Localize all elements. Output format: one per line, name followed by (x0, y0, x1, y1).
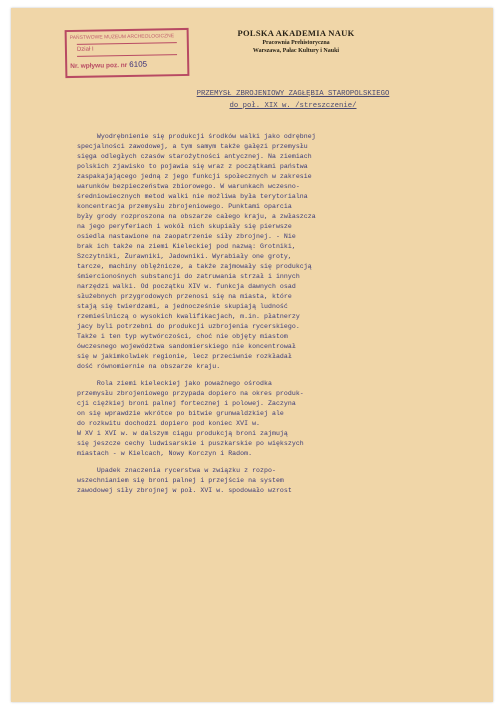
text-line: dość równomiernie na obszarze kraju. (77, 363, 221, 370)
institution-dept: Pracownia Prehistoryczna (262, 40, 330, 46)
text-line: Także i ten typ wytwórczości, choć nie objęty miastom (77, 333, 288, 340)
text-line: osiedla nastawione na zaopatrzenie siły zbrojnej. - Nie (77, 233, 296, 240)
institution-header (222, 28, 370, 55)
text-line: polskich zjawisko to pojawia się wraz z początkami państwa (77, 163, 308, 170)
institution-name: POLSKA AKADEMIA NAUK (237, 28, 355, 38)
paragraph-gap (77, 372, 481, 379)
text-line: się w jakimkolwiek regionie, lecz przeciwnie rozkładał (77, 353, 292, 360)
text-line: zaspakajającego jedną z jego funkcji społecznych w zakresie (77, 173, 312, 180)
text-line: Rola ziemi kieleckiej jako poważnego ośrodka (77, 380, 272, 387)
paragraph-gap (77, 459, 481, 466)
text-line: narzędzi walki. Od początku XIV w. funkcja dawnych osad (77, 283, 296, 290)
text-line: ówczesnego województwa sandomierskiego nie koncentrował (77, 343, 296, 350)
title-line-2: do poł. XIX w. /streszczenie/ (229, 102, 357, 110)
title-line-1: PRZEMYSŁ ZBROJENIOWY ZAGŁĘBIA STAROPOLSKIEGO (196, 90, 390, 98)
text-line: Wyodrębnienie się produkcji środków walki jako odrębnej (77, 133, 316, 140)
stamp-line-1: PAŃSTWOWE MUZEUM ARCHEOLOGICZNE (69, 33, 175, 41)
text-line: tarcze, machiny oblężnicze, a także zajmowały się produkcją (77, 263, 312, 270)
institution-address: Warszawa, Pałac Kultury i Nauki (252, 48, 340, 54)
text-line: Upadek znaczenia rycerstwa w związku z rozpo- (77, 467, 276, 474)
text-line: stają się twierdzami, a jednocześnie skupiają ludność (77, 303, 288, 310)
text-line: jacy byli potrzebni do produkcji uzbrojenia rycerskiego. (77, 323, 300, 330)
text-line: on się wprawdzie wkrótce po bitwie grunwaldzkiej ale (77, 410, 284, 417)
text-line: Szczytniki, Żurawniki, Jadowniki. Wyrabiały one groty, (77, 253, 292, 260)
text-line: miastach - w Kielcach, Nowy Korczyn i Radom. (77, 450, 253, 457)
text-line: wszechnianiem się broni palnej i przejście na system (77, 477, 284, 484)
text-line: się jeszcze cechy ludwisarskie i puszkarskie po większych (77, 440, 304, 447)
registration-stamp (65, 28, 190, 78)
stamp-number: 6105 (129, 59, 148, 69)
text-line: zawodowej siły zbrojnej w poł. XVI w. spodowało wzrost (77, 487, 292, 494)
text-line: przemysłu zbrojeniowego przypada dopiero na okres produk- (77, 390, 304, 397)
stamp-label: Nr. wpływu poz. nr (70, 61, 128, 70)
stamp-line-3 (70, 61, 147, 71)
text-line: brak ich także na ziemi Kieleckiej pod nazwą: Grotniki, (77, 243, 296, 250)
stamp-line-2: Dział I (77, 42, 177, 57)
text-line: do rozkwitu dochodzi dopiero pod koniec XVI w. (77, 420, 261, 427)
text-line: rzemieślniczą o wysokich kwalifikacjach, m.in. płatnerzy (77, 313, 300, 320)
document-body (77, 132, 481, 496)
text-line: sięga odległych czasów starożytności antycznej. Na ziemiach (77, 153, 312, 160)
text-line: służebnych przygrodowych przenosi się na miasta, które (77, 293, 292, 300)
document-page (11, 8, 493, 702)
text-line: warunków bezpieczeństwa zbiorowego. W warunkach wczesno- (77, 183, 300, 190)
text-line: były grody rozproszona na obszarze całego kraju, a zwłaszcza (77, 213, 316, 220)
text-line: śmiercionośnych substancji do zatruwania strzał i innych (77, 273, 300, 280)
document-title (161, 88, 425, 112)
text-line: koncentracja przemysłu zbrojeniowego. Punktami oparcia (77, 203, 292, 210)
text-line: średniowiecznych metod walki nie możliwa była terytorialna (77, 193, 308, 200)
text-line: specjalności zawodowej, a tym samym także gałęzi przemysłu (77, 143, 308, 150)
text-line: na jego peryferiach i wokół nich skupiały się pierwsze (77, 223, 292, 230)
text-line: cji ciężkiej broni palnej fortecznej i polowej. Zaczyna (77, 400, 296, 407)
text-line: W XV i XVI w. w dalszym ciągu produkcją broni zajmują (77, 430, 288, 437)
